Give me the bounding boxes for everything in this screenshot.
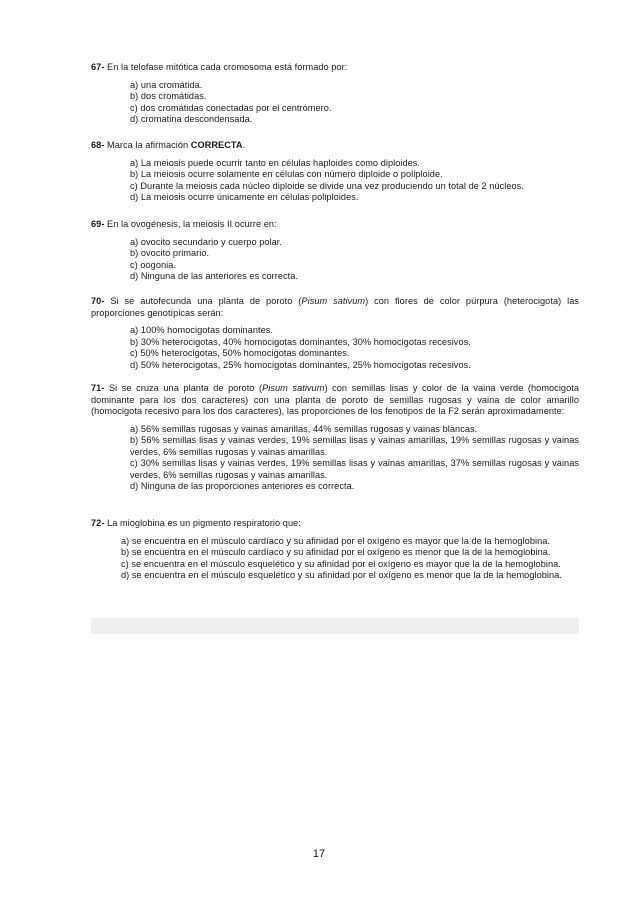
options-list bbox=[121, 536, 579, 582]
option-d: d) Ninguna de las anteriores es correcta. bbox=[130, 271, 299, 281]
question-text: En la ovogénesis, la meiosis II ocurre en: bbox=[107, 219, 277, 229]
option-a: a) 56% semillas rugosas y vainas amarillas, 44% semillas rugosas y vainas blancas. bbox=[130, 423, 478, 434]
question-text: En la telofase mitótica cada cromosoma está formado por: bbox=[107, 62, 348, 72]
question-number: 67- bbox=[91, 62, 105, 72]
question-text: Si se autofecunda una planta de poroto ( bbox=[110, 296, 302, 306]
question-number: 71- bbox=[91, 383, 105, 393]
option-c: c) oogonia. bbox=[130, 259, 177, 270]
question-70 bbox=[91, 296, 579, 371]
question-71 bbox=[91, 383, 579, 493]
option-a: a) 100% homocigotas dominantes. bbox=[130, 325, 274, 335]
question-text: La mioglobina es un pigmento respiratorio que: bbox=[107, 518, 301, 528]
option-c: c) Durante la meiosis cada núcleo diploide se divide una vez produciendo un total de 2 núcleos. bbox=[130, 180, 524, 191]
question-number: 68- bbox=[91, 140, 105, 150]
options-list bbox=[130, 237, 579, 283]
shaded-divider-bar bbox=[91, 618, 579, 634]
question-text-end: ) con flores de color púrpura (heterocigota) las proporciones genotípicas serán: bbox=[91, 296, 580, 318]
option-c: c) 50% heterocigotas, 50% homocigotas dominantes. bbox=[130, 348, 350, 358]
option-d: d) Ninguna de las proporciones anteriores es correcta. bbox=[130, 481, 355, 491]
option-b: b) La meiosis ocurre solamente en células con número diploide o poliploide. bbox=[130, 169, 443, 179]
option-b: b) dos cromátidas. bbox=[130, 91, 207, 101]
question-stem bbox=[91, 518, 579, 530]
option-a: a) ovocito secundario y cuerpo polar. bbox=[130, 236, 282, 247]
option-d: d) cromatina descondensada. bbox=[130, 114, 253, 124]
question-number: 72- bbox=[91, 518, 105, 528]
question-number: 69- bbox=[91, 219, 105, 229]
question-stem bbox=[91, 383, 579, 418]
option-a: a) La meiosis puede ocurrir tanto en células haploides como diploides. bbox=[130, 157, 421, 168]
question-69 bbox=[91, 219, 579, 283]
species-name: Pisum sativum bbox=[262, 383, 325, 393]
option-c: c) se encuentra en el músculo esquelético y su afinidad por el oxígeno es mayor que la de la hemoglobina. bbox=[121, 558, 561, 569]
question-number: 70- bbox=[91, 296, 105, 306]
option-c: c) dos cromátidas conectadas por el centrómero. bbox=[130, 102, 332, 113]
option-d: d) La meiosis ocurre únicamente en células poliploides. bbox=[130, 192, 359, 202]
question-72 bbox=[91, 518, 579, 582]
option-b: b) se encuentra en el músculo cardíaco y su afinidad por el oxígeno es menor que la de la hemoglobina. bbox=[121, 547, 551, 557]
options-list bbox=[130, 80, 579, 126]
option-a: a) se encuentra en el músculo cardíaco y su afinidad por el oxígeno es mayor que la de la hemoglobina. bbox=[121, 535, 551, 546]
question-text: Si se cruza una planta de poroto ( bbox=[108, 383, 263, 393]
question-stem bbox=[91, 140, 579, 152]
options-list bbox=[130, 158, 579, 204]
question-stem bbox=[91, 219, 579, 231]
option-b: b) 30% heterocigotas, 40% homocigotas dominantes, 30% homocigotas recesivos. bbox=[130, 336, 471, 347]
options-list bbox=[130, 325, 579, 371]
options-list bbox=[130, 424, 579, 493]
question-68 bbox=[91, 140, 579, 204]
emphasis-text: CORRECTA bbox=[190, 140, 243, 150]
question-stem bbox=[91, 296, 579, 319]
option-c: c) 30% semillas lisas y vainas verdes, 19% semillas lisas y vainas amarillas, 37% semillas rugosas y vainas verdes, 6% semillas rugosas y vainas amarillas. bbox=[130, 458, 579, 480]
question-text: Marca la afirmación bbox=[107, 140, 189, 150]
question-text-end: . bbox=[242, 140, 246, 150]
option-a: a) una cromátida. bbox=[130, 79, 203, 90]
option-b: b) 56% semillas lisas y vainas verdes, 19% semillas lisas y vainas amarillas, 19% semillas rugosas y vainas verdes, 6% semillas rugosas y vainas amarillas. bbox=[130, 435, 579, 457]
question-67 bbox=[91, 62, 579, 126]
option-d: d) se encuentra en el músculo esquelético y su afinidad por el oxígeno es menor que la de la hemoglobina. bbox=[121, 570, 562, 580]
page-number: 17 bbox=[312, 848, 326, 860]
question-text-end: ) con semillas lisas y color de la vaina verde (homocigota dominante para los dos caracteres) con una planta de poroto de semillas rugosas y vaina de color amarillo (homocigota recesivo para los dos caracteres), las proporciones de los fenotipos de la F2 serán aproximadamente: bbox=[91, 383, 579, 416]
species-name: Pisum sativum bbox=[301, 296, 366, 306]
option-b: b) ovocito primario. bbox=[130, 248, 210, 258]
option-d: d) 50% heterocigotas, 25% homocigotas dominantes, 25% homocigotas recesivos. bbox=[130, 359, 471, 370]
question-stem bbox=[91, 62, 579, 74]
